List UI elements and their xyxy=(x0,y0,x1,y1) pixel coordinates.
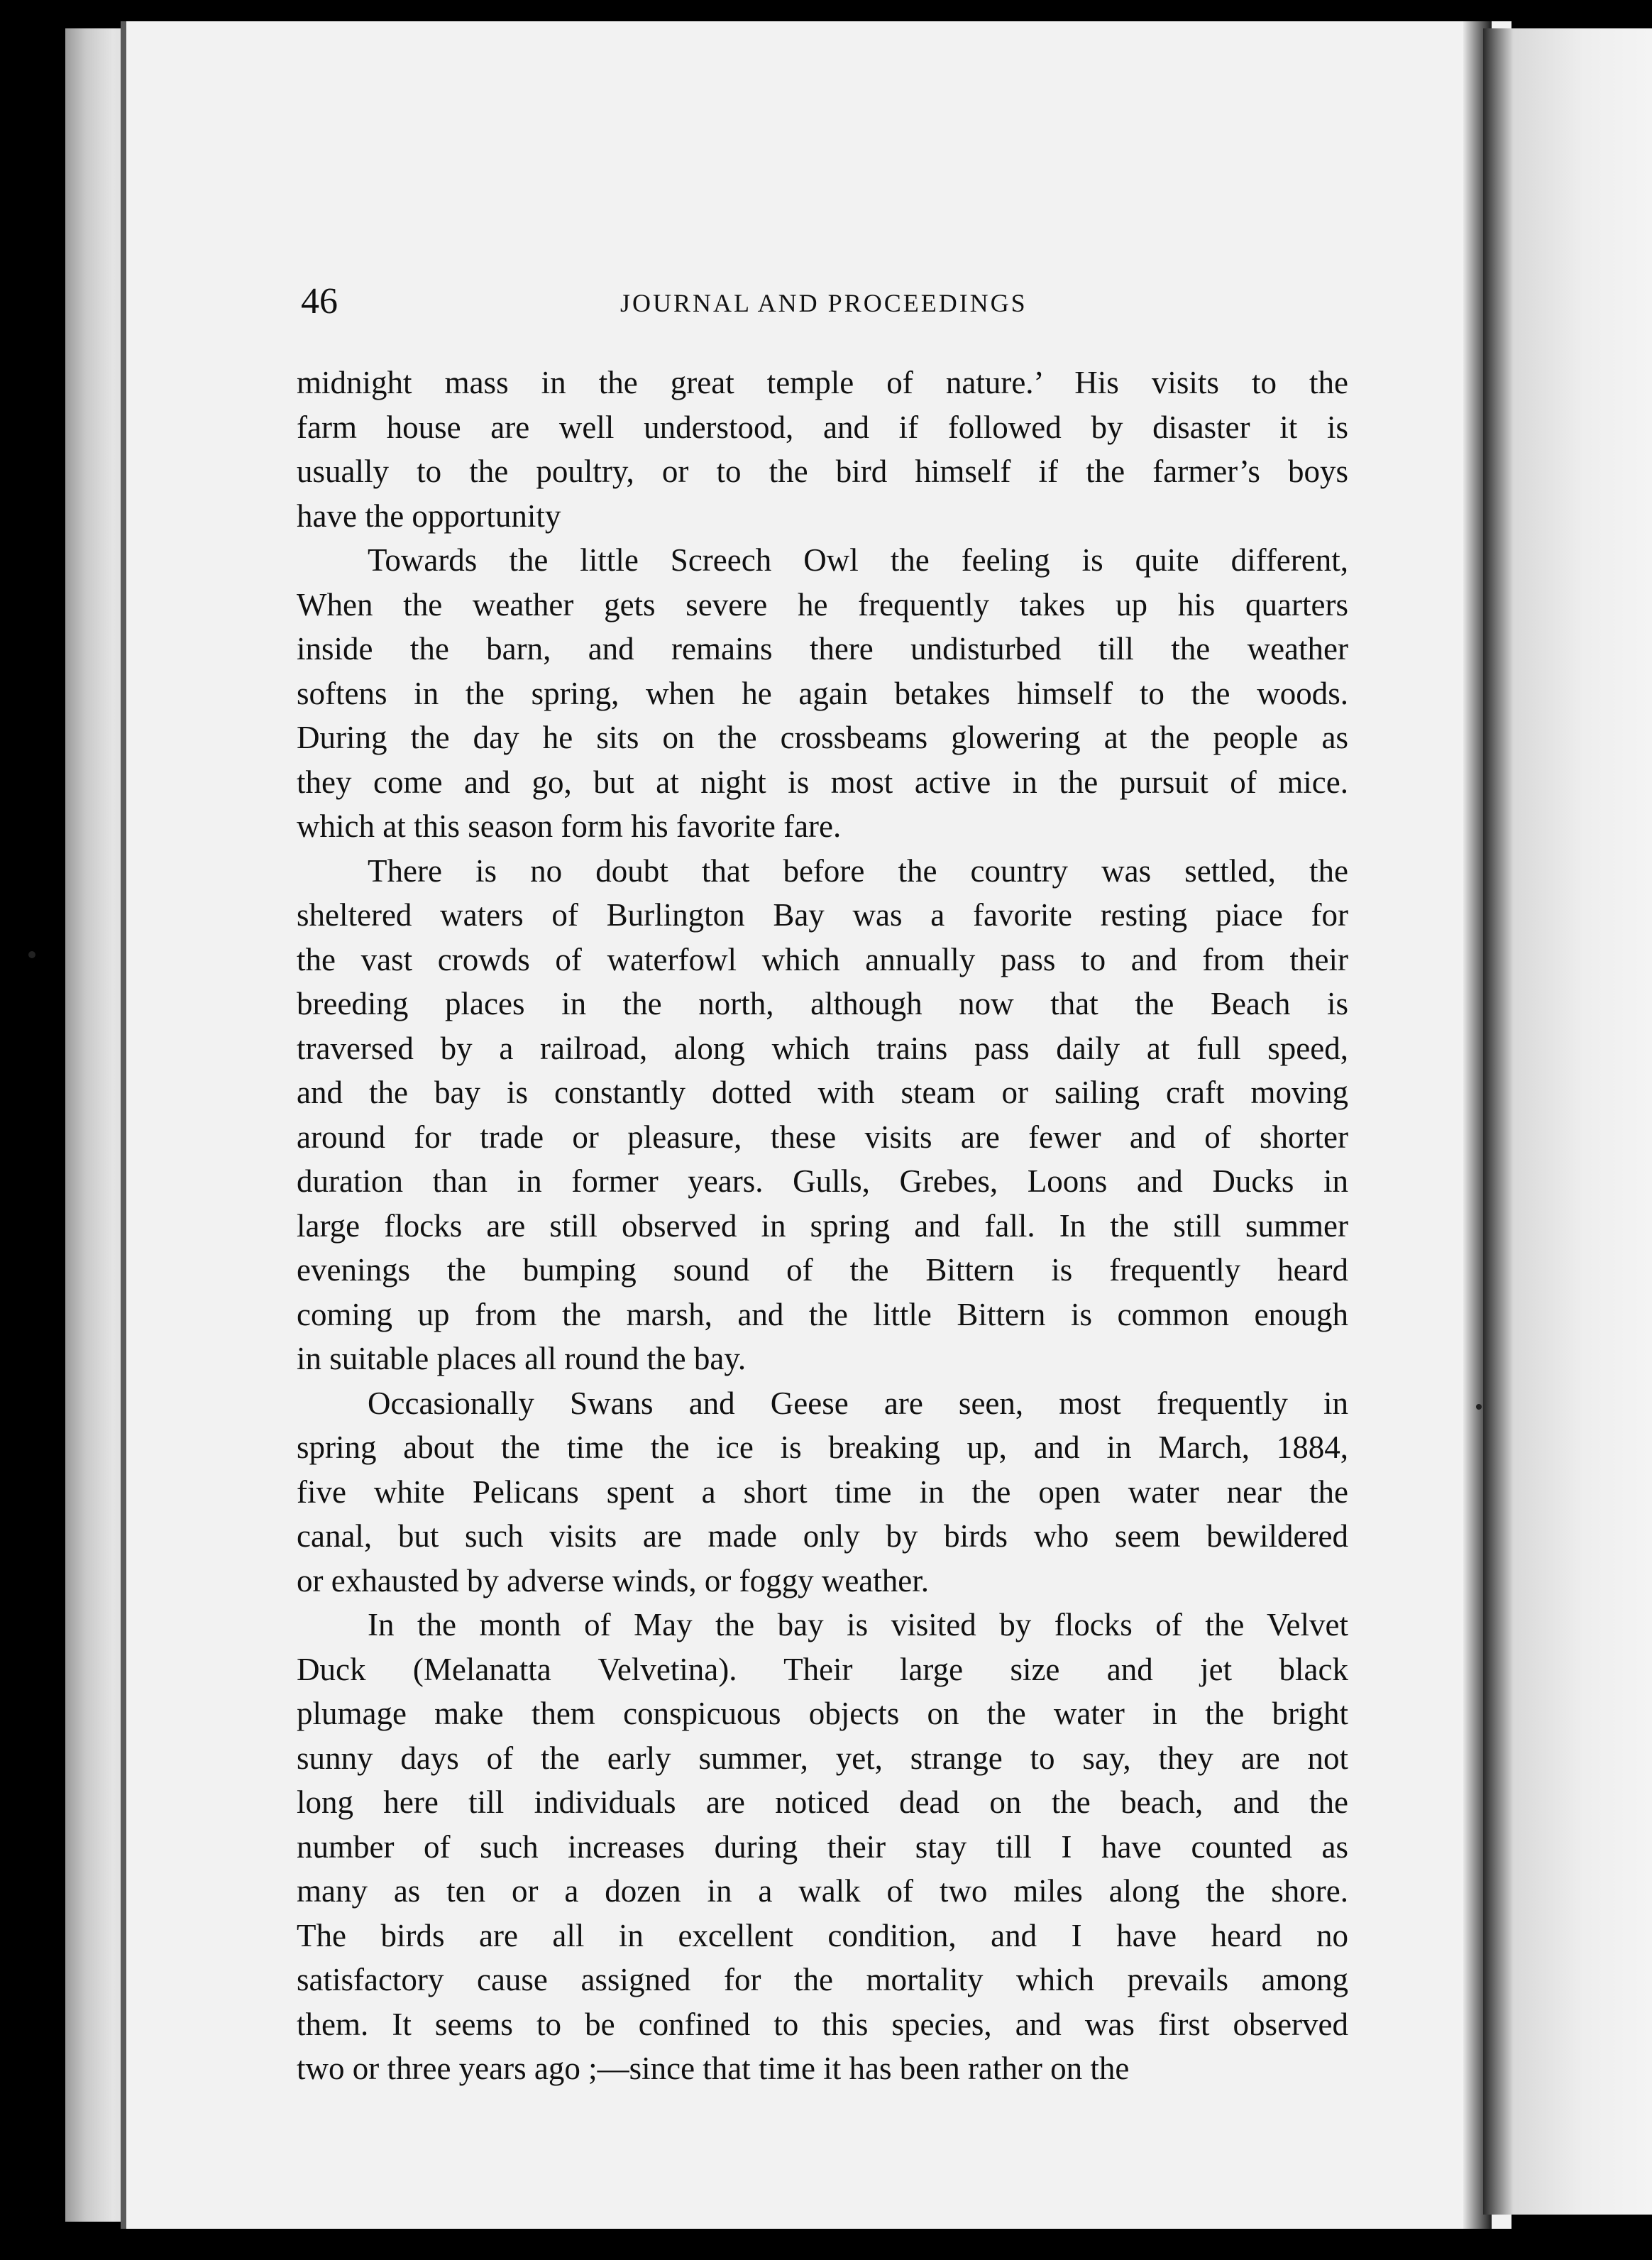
paragraph xyxy=(297,1381,1348,1603)
text-line: inside the barn, and remains there undisturbed till the weather xyxy=(297,631,1348,667)
text-line: have the opportunity xyxy=(297,498,561,534)
text-line: or exhausted by adverse winds, or foggy weather. xyxy=(297,1562,929,1598)
text-line: large flocks are still observed in spring and fall. In the still summer xyxy=(297,1207,1348,1244)
body-text xyxy=(297,361,1348,2091)
running-head: JOURNAL AND PROCEEDINGS xyxy=(620,289,1028,317)
text-line: During the day he sits on the crossbeams glowering at the people as xyxy=(297,720,1348,755)
text-line: five white Pelicans spent a short time in the open water near the xyxy=(297,1474,1348,1510)
text-line: plumage make them conspicuous objects on the water in the bright xyxy=(297,1696,1348,1731)
text-line: around for trade or pleasure, these visits are fewer and of shorter xyxy=(297,1119,1348,1155)
text-line: Duck (Melanatta Velvetina). Their large size and jet black xyxy=(297,1651,1348,1687)
text-line: which at this season form his favorite fare. xyxy=(297,808,842,844)
paragraph xyxy=(297,361,1348,538)
text-line: midnight mass in the great temple of nature.’ His visits to the xyxy=(297,365,1348,400)
text-line: farm house are well understood, and if followed by disaster it is xyxy=(297,409,1348,445)
text-line: Towards the little Screech Owl the feeling is quite different, xyxy=(368,542,1348,578)
paragraph xyxy=(297,849,1348,1381)
text-line: the vast crowds of waterfowl which annually pass to and from their xyxy=(297,941,1348,977)
text-line: breeding places in the north, although now that the Beach is xyxy=(297,986,1348,1021)
paragraph xyxy=(297,538,1348,849)
text-line: evenings the bumping sound of the Bittern is frequently heard xyxy=(297,1252,1348,1288)
text-line: number of such increases during their stay till I have counted as xyxy=(297,1828,1348,1865)
text-line: In the month of May the bay is visited by flocks of the Velvet xyxy=(368,1607,1348,1642)
text-line: Occasionally Swans and Geese are seen, most frequently in xyxy=(368,1385,1348,1421)
page-header xyxy=(301,280,1351,330)
paragraph xyxy=(297,1603,1348,2091)
text-line: canal, but such visits are made only by birds who seem bewildered xyxy=(297,1518,1348,1554)
text-line: long here till individuals are noticed dead on the beach, and the xyxy=(297,1784,1348,1820)
scan-speck xyxy=(1476,1404,1482,1410)
text-line: When the weather gets severe he frequently takes up his quarters xyxy=(297,586,1348,622)
text-line: in suitable places all round the bay. xyxy=(297,1341,747,1376)
text-line: coming up from the marsh, and the little Bittern is common enough xyxy=(297,1296,1348,1332)
text-line: softens in the spring, when he again betakes himself to the woods. xyxy=(297,675,1348,711)
text-line: traversed by a railroad, along which trains pass daily at full speed, xyxy=(297,1030,1348,1066)
text-line: many as ten or a dozen in a walk of two miles along the shore. xyxy=(297,1873,1348,1909)
text-line: they come and go, but at night is most active in the pursuit of mice. xyxy=(297,764,1348,800)
text-line: two or three years ago ;—since that time it has been rather on the xyxy=(297,2051,1130,2086)
text-line: sunny days of the early summer, yet, strange to say, they are not xyxy=(297,1740,1348,1776)
page-number: 46 xyxy=(301,281,338,322)
adjacent-page-edge xyxy=(1483,28,1652,2215)
text-line: usually to the poultry, or to the bird himself if the farmer’s boys xyxy=(297,454,1348,489)
text-line: duration than in former years. Gulls, Grebes, Loons and Ducks in xyxy=(297,1163,1348,1199)
text-line: them. It seems to be confined to this species, and was first observed xyxy=(297,2006,1348,2042)
scan-speck xyxy=(28,951,35,958)
text-line: and the bay is constantly dotted with steam or sailing craft moving xyxy=(297,1075,1348,1110)
text-line: sheltered waters of Burlington Bay was a favorite resting piace for xyxy=(297,897,1348,933)
text-line: There is no doubt that before the country was settled, the xyxy=(368,852,1348,889)
text-line: satisfactory cause assigned for the mortality which prevails among xyxy=(297,1962,1348,1997)
text-line: The birds are all in excellent condition, and I have heard no xyxy=(297,1917,1348,1953)
text-line: spring about the time the ice is breaking up, and in March, 1884, xyxy=(297,1430,1348,1465)
